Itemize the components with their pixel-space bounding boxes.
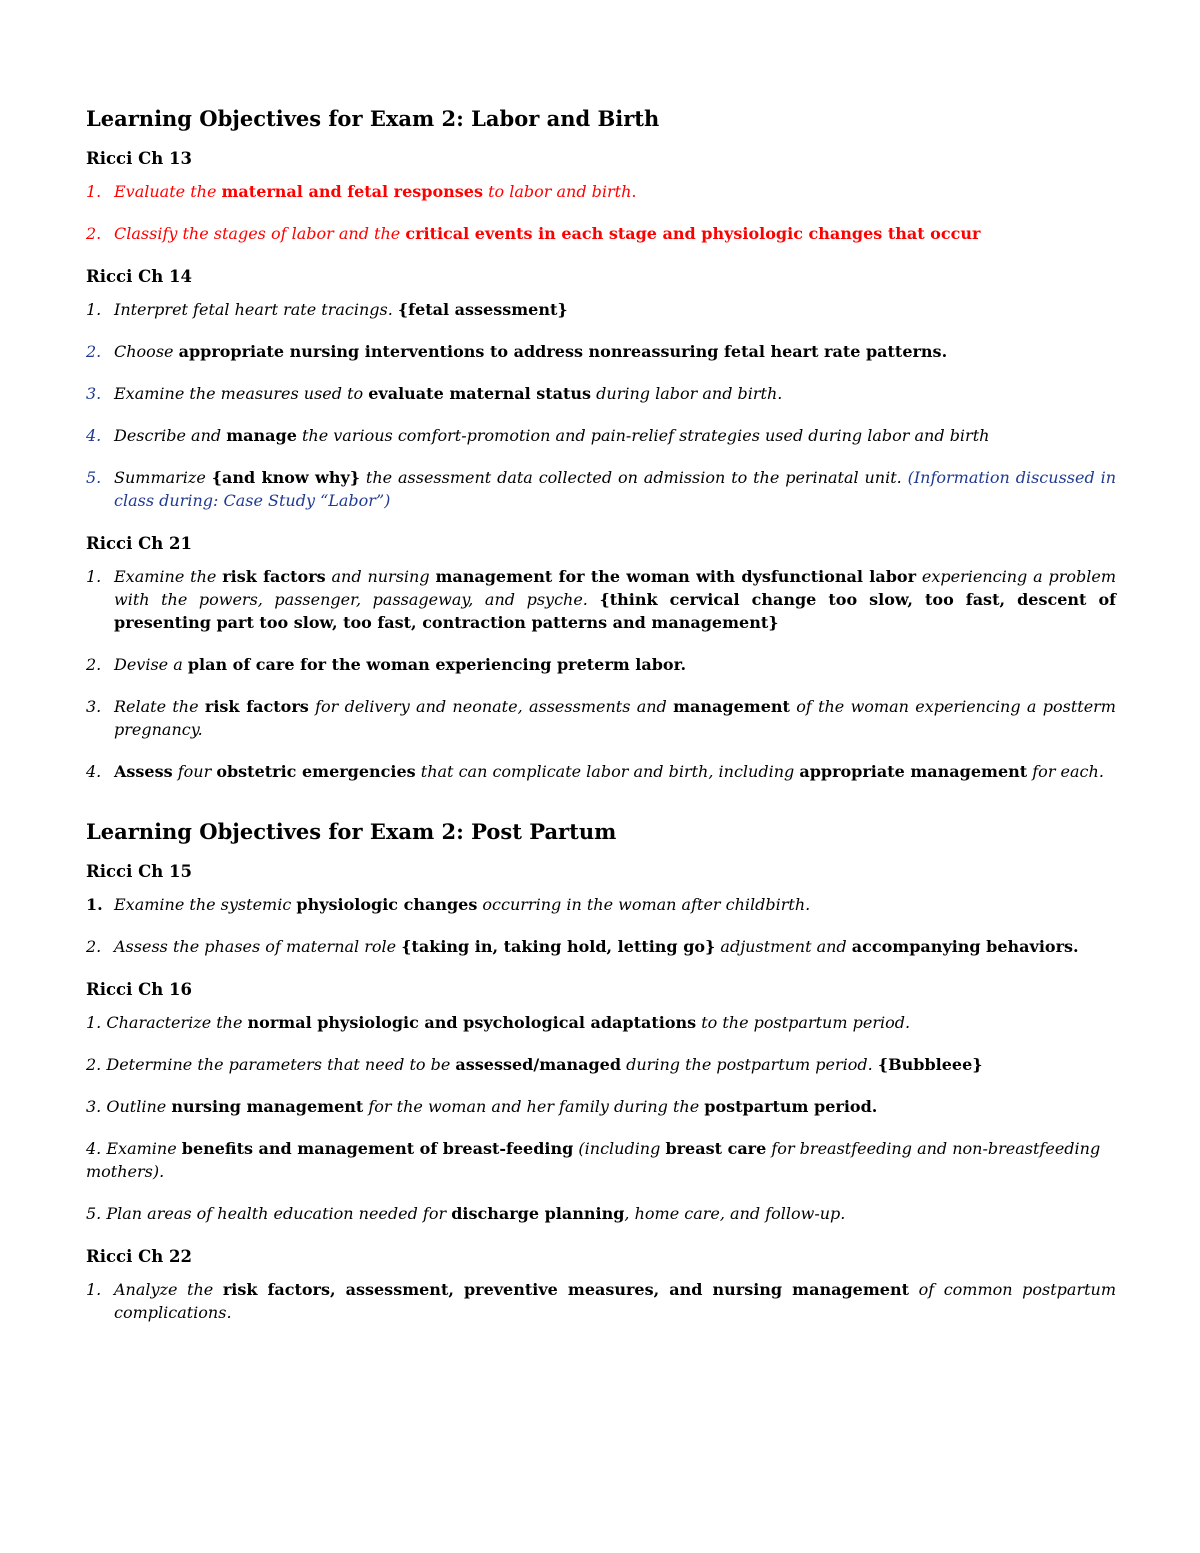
objective-item [86, 1053, 1116, 1076]
item-number: 5. [86, 468, 102, 487]
bold-text: {think cervical change too slow, too fast, descent of presenting part too slow, too fast, contraction patterns and management} [114, 590, 1117, 632]
bold-text: evaluate maternal status [368, 384, 592, 403]
bold-text: accompanying behaviors. [851, 937, 1079, 956]
bold-text: critical events in each stage and physiologic changes that occur [405, 224, 981, 243]
italic-text: Devise a [114, 655, 188, 674]
objective-item [86, 893, 1116, 916]
italic-text: Outline [106, 1097, 172, 1116]
objective-item [86, 695, 1116, 741]
italic-text: of common postpartum complications. [114, 1280, 1117, 1322]
italic-text: Characterize the [106, 1013, 248, 1032]
objective-item [86, 1278, 1116, 1324]
italic-text: (Information discussed in class during: Case Study “Labor”) [114, 468, 1116, 510]
item-number: 5. [86, 1204, 102, 1223]
bold-text: appropriate nursing interventions to address nonreassuring fetal heart rate patterns. [178, 342, 948, 361]
item-number: 2. [86, 1055, 102, 1074]
bold-text: breast care [665, 1139, 767, 1158]
italic-text: Examine the measures used to [114, 384, 369, 403]
objective-item [86, 653, 1116, 676]
chapter-heading: Ricci Ch 14 [86, 267, 192, 286]
item-number: 2. [86, 655, 102, 674]
bold-text: management for the woman with dysfunctional labor [435, 567, 917, 586]
objective-item [86, 1202, 1116, 1225]
italic-text: Describe and [114, 426, 227, 445]
item-number: 2. [86, 342, 102, 361]
objective-item [86, 565, 1116, 634]
italic-text: Analyze the [114, 1280, 223, 1299]
section [86, 813, 1116, 1324]
objective-item [86, 1095, 1116, 1118]
italic-text: for delivery and neonate, assessments and [308, 697, 674, 716]
item-number: 2. [86, 224, 102, 243]
italic-text: Determine the parameters that need to be [106, 1055, 456, 1074]
bold-text: management [673, 697, 790, 716]
section-title: Learning Objectives for Exam 2: Labor and Birth [86, 106, 660, 131]
italic-text: Interpret fetal heart rate tracings. [114, 300, 398, 319]
italic-text: Plan areas of health education needed for [106, 1204, 452, 1223]
bold-text: {taking in, taking hold, letting go} [401, 937, 716, 956]
bold-text: {and know why} [211, 468, 361, 487]
chapter-heading: Ricci Ch 21 [86, 534, 192, 553]
bold-text: risk factors [204, 697, 309, 716]
objective-item [86, 222, 1116, 245]
italic-text: Examine [106, 1139, 182, 1158]
italic-text: , home care, and follow-up. [624, 1204, 846, 1223]
chapter-heading: Ricci Ch 15 [86, 862, 192, 881]
italic-text: during the postpartum period. [621, 1055, 878, 1074]
italic-text: of the woman experiencing a postterm pregnancy. [114, 697, 1116, 739]
item-number: 1. [86, 182, 102, 201]
italic-text: for the woman and her family during the [363, 1097, 705, 1116]
italic-text: to the postpartum period. [696, 1013, 911, 1032]
italic-text: (including [573, 1139, 666, 1158]
bold-text: {Bubbleee} [877, 1055, 983, 1074]
italic-text: Assess the phases of maternal role [114, 937, 402, 956]
objective-item [86, 466, 1116, 512]
objective-item [86, 340, 1116, 363]
bold-text: obstetric emergencies [216, 762, 416, 781]
item-number: 1. [86, 1280, 102, 1299]
item-number: 4. [86, 1139, 102, 1158]
italic-text: Choose [114, 342, 179, 361]
italic-text: occurring in the woman after childbirth. [477, 895, 811, 914]
chapter-heading: Ricci Ch 22 [86, 1247, 192, 1266]
item-number: 1. [86, 567, 102, 586]
italic-text: Evaluate the [114, 182, 222, 201]
italic-text: experiencing a problem with the powers, passenger, passageway, and psyche. [114, 567, 1117, 609]
bold-text: Assess [114, 762, 173, 781]
italic-text: that can complicate labor and birth, including [415, 762, 800, 781]
document [86, 100, 1116, 1343]
italic-text: for breastfeeding and non-breastfeeding mothers). [86, 1139, 1101, 1181]
italic-text: and nursing [325, 567, 436, 586]
bold-text: normal physiologic and psychological adaptations [247, 1013, 697, 1032]
chapter-heading: Ricci Ch 16 [86, 980, 192, 999]
item-number: 2. [86, 937, 102, 956]
item-number: 1. [86, 1013, 102, 1032]
objective-item [86, 424, 1116, 447]
item-number: 1. [86, 895, 103, 914]
bold-text: nursing management [171, 1097, 364, 1116]
italic-text: Examine the [114, 567, 223, 586]
bold-text: postpartum period. [704, 1097, 878, 1116]
objective-item [86, 1137, 1116, 1183]
bold-text: physiologic changes [296, 895, 478, 914]
italic-text: adjustment and [715, 937, 852, 956]
bold-text: manage [226, 426, 297, 445]
bold-text: risk factors [222, 567, 326, 586]
objective-item [86, 180, 1116, 203]
bold-text: benefits and management of breast-feeding [181, 1139, 574, 1158]
italic-text: four [172, 762, 217, 781]
objective-item [86, 935, 1116, 958]
objective-item [86, 382, 1116, 405]
italic-text: the various comfort-promotion and pain-relief strategies used during labor and birth [296, 426, 990, 445]
italic-text: the assessment data collected on admission to the perinatal unit. [360, 468, 908, 487]
italic-text: Summarize [114, 468, 212, 487]
bold-text: maternal and fetal responses [221, 182, 483, 201]
section-title: Learning Objectives for Exam 2: Post Partum [86, 819, 617, 844]
objective-item [86, 760, 1116, 783]
italic-text: during labor and birth. [591, 384, 783, 403]
italic-text: Classify the stages of labor and the [114, 224, 406, 243]
section [86, 100, 1116, 783]
item-number: 3. [86, 1097, 102, 1116]
chapter-heading: Ricci Ch 13 [86, 149, 192, 168]
bold-text: plan of care for the woman experiencing preterm labor. [187, 655, 687, 674]
italic-text: Relate the [114, 697, 205, 716]
bold-text: assessed/managed [455, 1055, 622, 1074]
bold-text: discharge planning [451, 1204, 625, 1223]
item-number: 4. [86, 762, 102, 781]
objective-item [86, 298, 1116, 321]
objective-item [86, 1011, 1116, 1034]
bold-text: risk factors, assessment, preventive measures, and nursing management [222, 1280, 909, 1299]
item-number: 3. [86, 697, 102, 716]
item-number: 1. [86, 300, 102, 319]
item-number: 4. [86, 426, 102, 445]
italic-text: for each. [1027, 762, 1104, 781]
italic-text: Examine the systemic [114, 895, 297, 914]
item-number: 3. [86, 384, 102, 403]
bold-text: {fetal assessment} [397, 300, 568, 319]
italic-text: to labor and birth. [482, 182, 637, 201]
bold-text: appropriate management [799, 762, 1028, 781]
